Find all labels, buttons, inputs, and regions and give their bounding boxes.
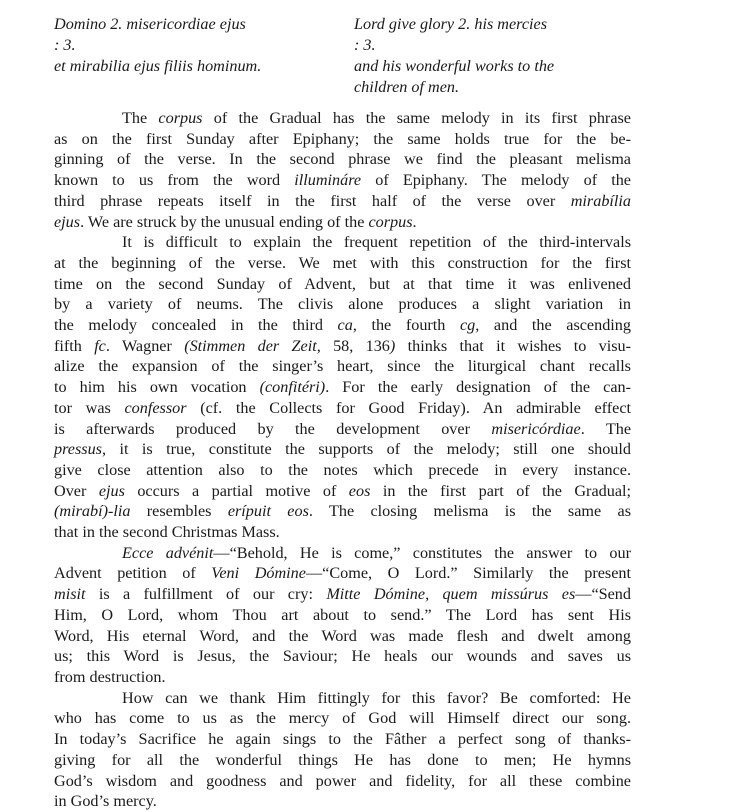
italic-text: and his wonderful works to the: [354, 57, 555, 75]
italic-text: misit: [54, 585, 86, 604]
italic-text: cg: [460, 316, 476, 335]
text-line: [54, 667, 631, 688]
text-line: [54, 729, 631, 750]
text-run: is afterwards produced by the development over: [54, 419, 492, 438]
text-line: [54, 646, 631, 667]
text-run: giving for all the wonderful things He has done to men; He hymns: [54, 750, 631, 769]
text-run: . The closing melisma is the same as: [308, 502, 631, 521]
text-line: [54, 315, 631, 336]
italic-text: corpus: [368, 212, 413, 231]
text-line: [54, 232, 631, 253]
text-run: us; this Word is Jesus, the Saviour; He heals our wounds and saves us: [54, 647, 631, 666]
italic-text: ejus: [98, 481, 125, 500]
text-run: Advent petition of: [54, 564, 212, 583]
text-run: It is difficult to explain the frequent repetition of the third-intervals: [122, 233, 631, 252]
text-run: from destruction.: [54, 667, 166, 686]
text-run: —“Send: [575, 585, 631, 604]
text-run: Word, His eternal Word, and the Word was made flesh and dwelt among: [54, 626, 631, 645]
verse-english-column: [354, 14, 631, 98]
italic-text: ca: [337, 316, 353, 335]
text-line: [54, 108, 631, 129]
verse-latin-column: [54, 14, 336, 98]
paragraph: [54, 232, 631, 543]
text-line: [54, 191, 631, 212]
text-line: [354, 77, 631, 98]
text-line: [54, 791, 631, 812]
text-run: tor was: [54, 398, 125, 417]
text-line: [54, 377, 631, 398]
text-line: [354, 56, 631, 77]
text-run: known to us from the word: [54, 171, 295, 190]
paragraph: [54, 543, 631, 688]
text-run: . The: [580, 419, 632, 438]
italic-text: erípuit eos: [227, 502, 309, 521]
text-run: the melody concealed in the third: [54, 316, 338, 335]
paragraph: [54, 688, 631, 812]
text-line: [54, 708, 631, 729]
italic-text: pressus: [54, 440, 102, 459]
text-run: —“Behold, He is come,” constitutes the answer to our: [213, 543, 632, 562]
text-line: [54, 563, 631, 584]
italic-text: (Stimmen der Zeit,: [184, 336, 321, 355]
italic-text: illumináre: [294, 171, 362, 190]
text-run: : 3.: [54, 36, 76, 54]
italic-text: mirabília: [570, 191, 631, 210]
text-run: .: [412, 212, 417, 231]
text-line: [354, 14, 631, 56]
text-line: [54, 419, 631, 440]
text-run: resembles: [130, 502, 228, 521]
text-run: at the beginning of the verse. We met with this construction for the first: [54, 253, 631, 272]
italic-text: ejus: [54, 212, 81, 231]
text-line: [54, 481, 631, 502]
italic-text: Lord give glory 2. his mercies: [354, 15, 548, 33]
text-run: as on the first Sunday after Epiphany; the same holds true for the be-: [54, 129, 631, 148]
text-line: [54, 626, 631, 647]
text-line: [54, 129, 631, 150]
text-line: [54, 501, 631, 522]
text-line: [54, 356, 631, 377]
italic-text: Mitte Dómine, quem missúrus es: [326, 585, 576, 604]
text-run: How can we thank Him fittingly for this favor? Be comforted: He: [122, 688, 631, 707]
text-run: who has come to us as the mercy of God will Himself direct our song.: [54, 709, 631, 728]
text-line: [54, 336, 631, 357]
text-run: alize the expansion of the singer’s heart, since the liturgical chant recalls: [54, 357, 631, 376]
text-line: [54, 543, 631, 564]
text-run: (cf. the Collects for Good Friday). An admirable effect: [186, 398, 631, 417]
text-run: occurs a partial motive of: [124, 481, 349, 500]
text-run: that in the second Christmas Mass.: [54, 523, 280, 542]
italic-text: corpus: [158, 109, 203, 127]
body-text: [54, 108, 631, 812]
text-run: third phrase repeats itself in the first half of the verse over: [54, 191, 571, 210]
text-line: [54, 56, 336, 77]
text-run: in God’s mercy.: [54, 792, 157, 811]
text-line: [54, 584, 631, 605]
text-run: to him his own vocation: [54, 378, 260, 397]
italic-text: children of men.: [354, 78, 460, 96]
text-run: by a variety of neums. The clivis alone produces a slight variation in: [54, 295, 631, 314]
italic-text: confessor: [124, 398, 187, 417]
text-line: [54, 460, 631, 481]
text-line: [54, 439, 631, 460]
text-run: —“Come, O Lord.” Similarly the present: [305, 564, 632, 583]
text-run: , and the ascending: [475, 316, 631, 335]
text-run: in the first part of the Gradual;: [370, 481, 631, 500]
text-run: , it is true, constitute the supports of the melody; still one should: [101, 440, 631, 459]
text-run: . We are struck by the unusual ending of the: [80, 212, 369, 231]
text-run: God’s wisdom and goodness and power and fidelity, for all these combine: [54, 771, 631, 790]
text-run: In today’s Sacrifice he again sings to the Fâther a perfect song of thanks-: [54, 730, 631, 749]
italic-text: eos: [348, 481, 371, 500]
text-line: [54, 605, 631, 626]
text-line: [54, 398, 631, 419]
verse-columns: [54, 14, 631, 98]
italic-text: Domino 2. misericordiae ejus: [54, 15, 246, 33]
text-line: [54, 274, 631, 295]
text-run: The: [122, 109, 159, 127]
italic-text: (mirabí)-lia: [54, 502, 131, 521]
text-run: Over: [54, 481, 99, 500]
text-run: , the fourth: [352, 316, 460, 335]
text-run: : 3.: [354, 36, 376, 54]
text-run: . For the early designation of the can-: [325, 378, 632, 397]
text-line: [54, 771, 631, 792]
italic-text: ): [389, 336, 396, 355]
text-line: [54, 750, 631, 771]
text-run: ginning of the verse. In the second phrase we find the pleasant melisma: [54, 150, 631, 169]
paragraph: [54, 108, 631, 232]
italic-text: misericórdiae: [491, 419, 581, 438]
text-run: time on the second Sunday of Advent, but at that time it was enlivened: [54, 274, 631, 293]
text-line: [54, 149, 631, 170]
italic-text: Veni Dómine: [211, 564, 306, 583]
text-line: [54, 212, 631, 233]
italic-text: et mirabilia ejus filiis hominum.: [54, 57, 262, 75]
text-run: is a fulfillment of our cry:: [85, 585, 327, 604]
italic-text: (confitéri): [259, 378, 326, 397]
italic-text: Ecce advénit: [122, 543, 214, 562]
italic-text: fc: [94, 336, 106, 355]
text-line: [54, 522, 631, 543]
text-line: [54, 253, 631, 274]
text-run: . Wagner: [105, 336, 185, 355]
text-line: [54, 170, 631, 191]
text-run: 58, 136: [320, 336, 390, 355]
text-run: thinks that it wishes to visu-: [395, 336, 632, 355]
text-run: Him, O Lord, whom Thou art about to send.” The Lord has sent His: [54, 605, 631, 624]
text-run: give close attention also to the notes which precede in every instance.: [54, 460, 631, 479]
text-run: of the Gradual has the same melody in its first phrase: [202, 109, 631, 127]
text-line: [54, 688, 631, 709]
text-line: [54, 14, 336, 56]
text-run: fifth: [54, 336, 95, 355]
text-line: [54, 294, 631, 315]
text-run: of Epiphany. The melody of the: [361, 171, 631, 190]
